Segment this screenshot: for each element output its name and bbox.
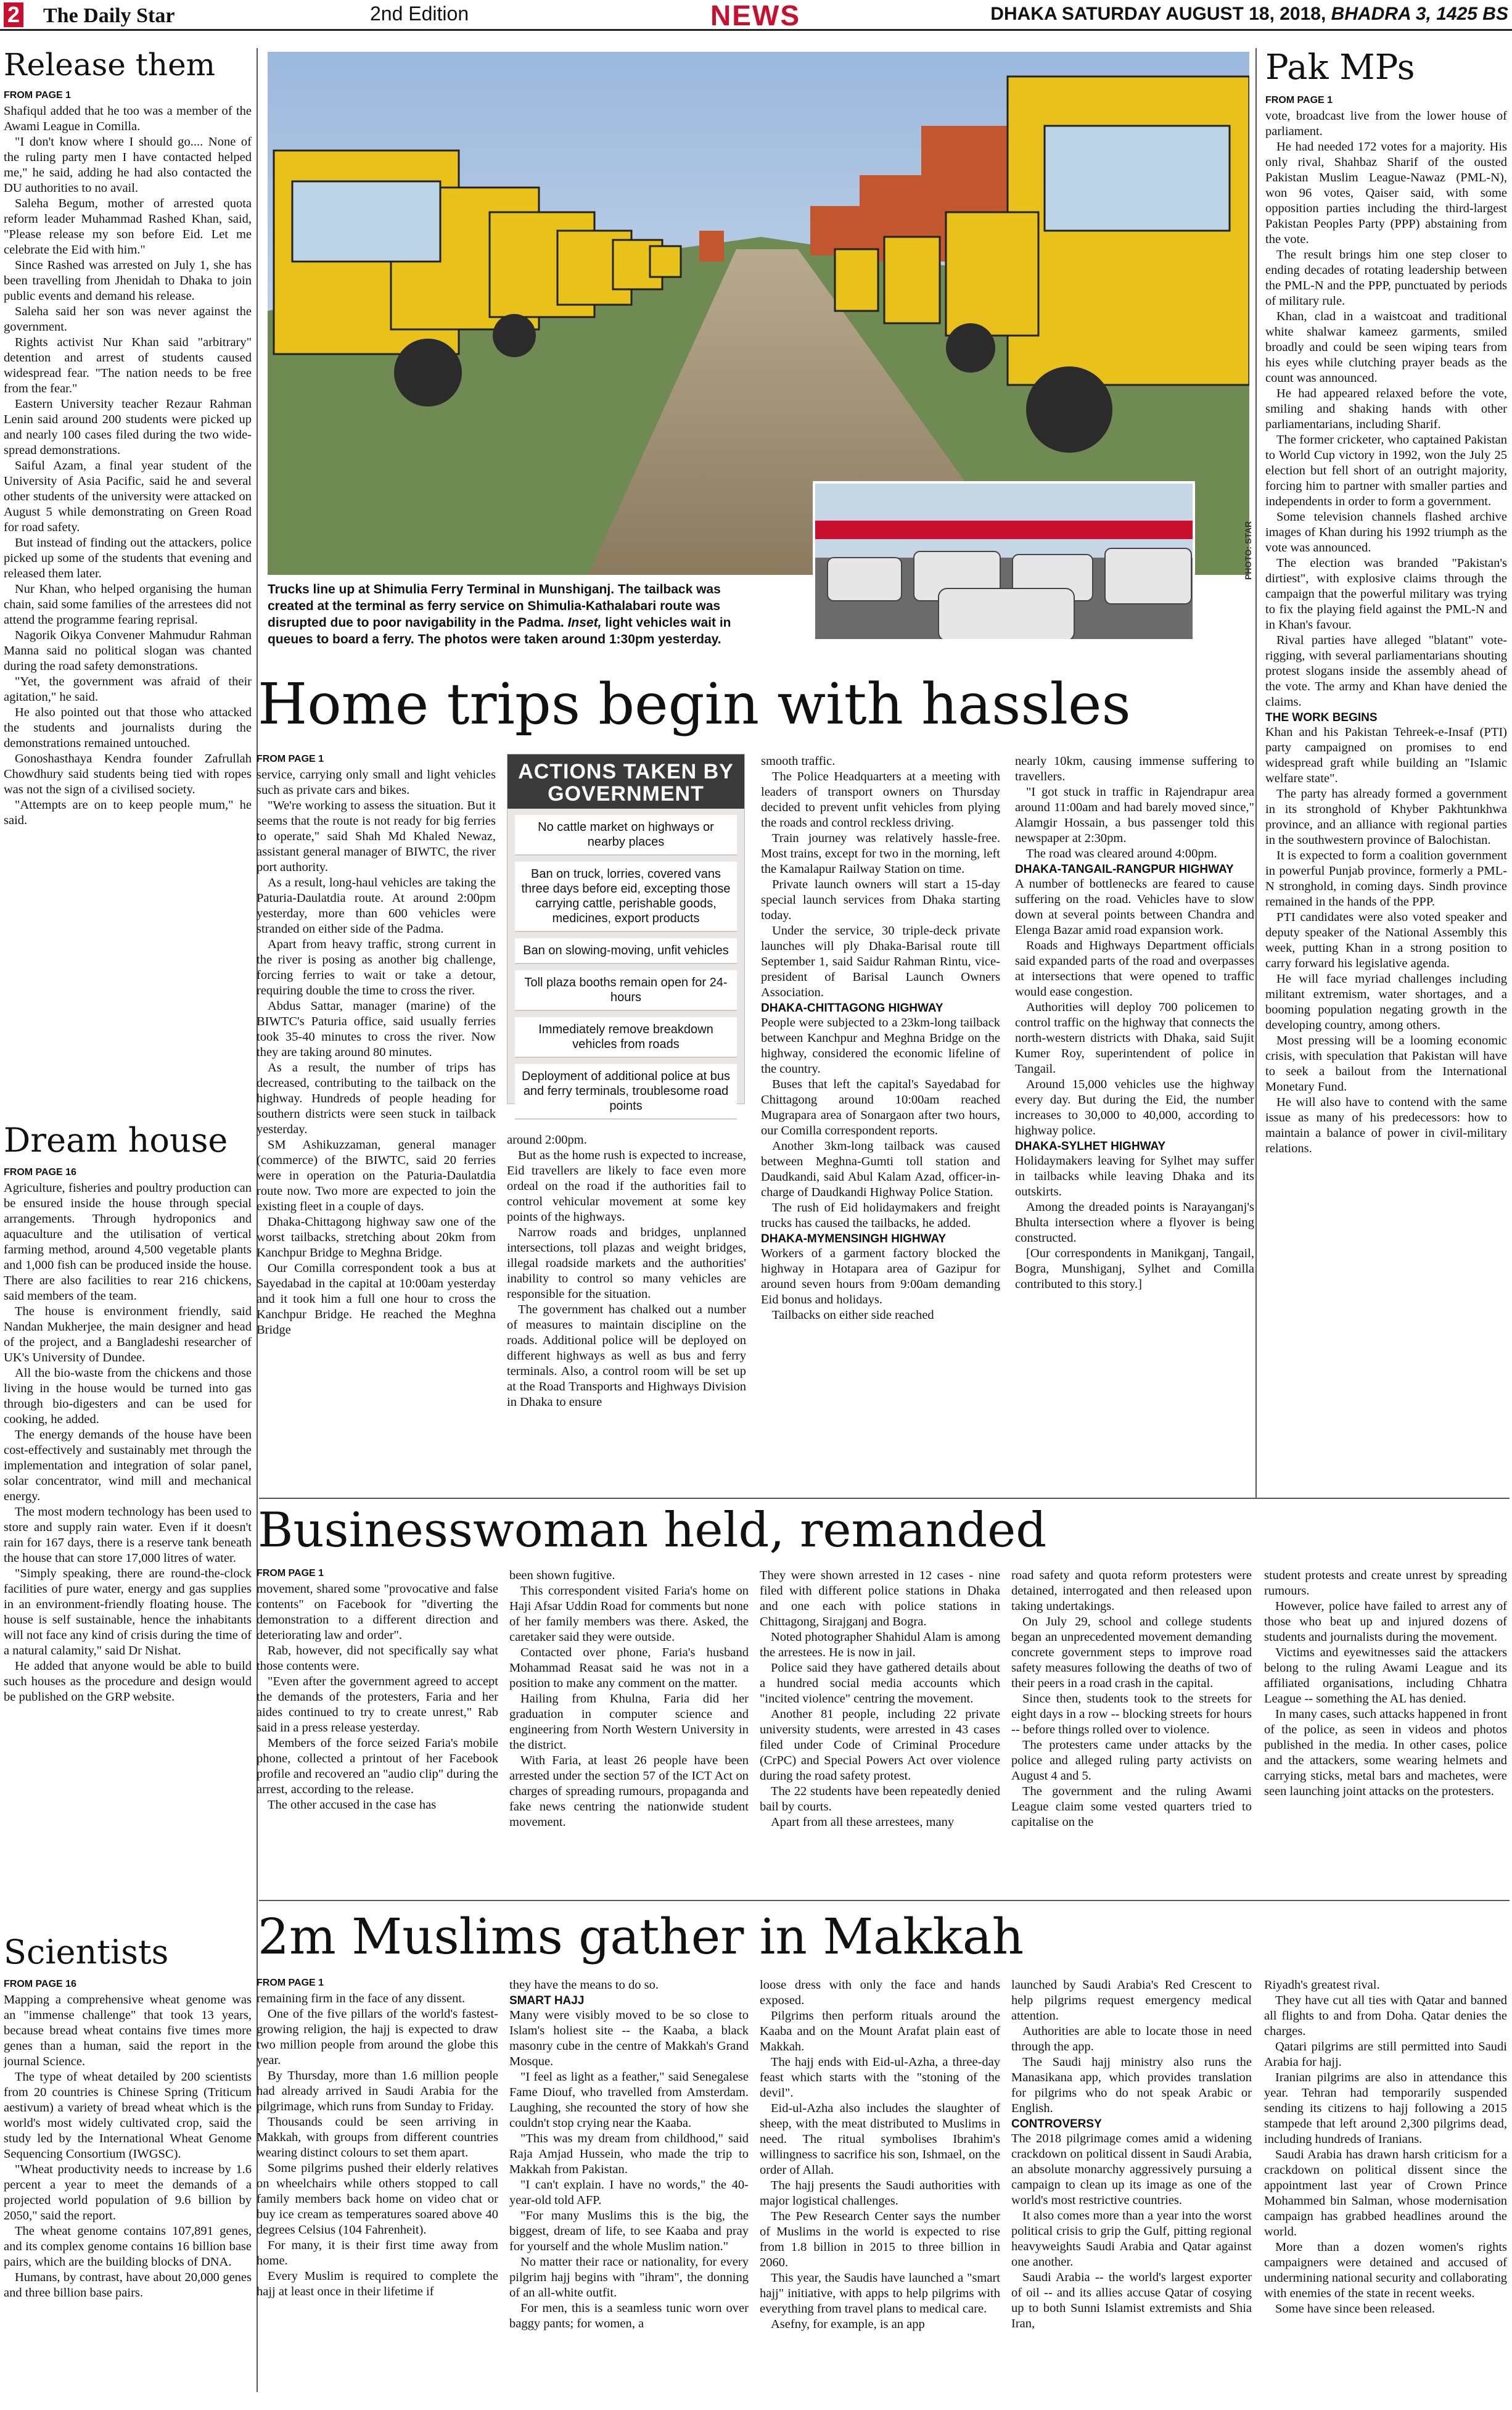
inset-light-vehicles-photo: [813, 481, 1195, 642]
photo-caption: Trucks line up at Shimulia Ferry Terminal in Munshiganj. The tailback was created at the terminal as ferry service on Shimulia-Kathalabari route was disrupted due to poor navigability in the Padma. Inset, light vehicles wait in queues to board a ferry. The photos were taken around 1:30pm yesterday.: [268, 582, 731, 646]
issue-date: DHAKA SATURDAY AUGUST 18, 2018, BHADRA 3, 1425 BS: [990, 4, 1508, 24]
govt-actions-heading: ACTIONS TAKEN BY GOVERNMENT: [507, 754, 744, 809]
release-headline: Release them: [4, 47, 216, 83]
section-rule: [259, 1900, 1510, 1901]
page-number: 2: [4, 2, 23, 27]
scientists-headline: Scientists: [4, 1933, 169, 1971]
column-rule: [1255, 48, 1257, 1498]
newspaper-logo: The Daily Star: [43, 4, 175, 27]
biz-col-3: They were shown arrested in 12 cases - nine filed with different police stations in Dhaka and one each with police stations in Chittagong, Sirajganj and Bogra. Noted photographer Shahidul Alam is among the arrestees. He is now in jail. Police said they have gathered details about a hundred social media accounts which "incited violence" centring the movement. Another 81 people, including 22 private university students, were arrested in 43 cases filed under Code of Criminal Procedure (CrPC) and Special Powers Act over violence during the road safety protest. The 22 students have been repeatedly denied bail by courts. Apart from all these arrestees, many: [760, 1569, 1000, 1829]
edition-label: 2nd Edition: [370, 2, 469, 25]
section-rule: [259, 1498, 1510, 1499]
govt-action-item: Ban on truck, lorries, covered vans three days before eid, excepting those carrying cattle, perishable goods, medicines, export products: [515, 862, 737, 932]
govt-action-item: Ban on slowing-moving, unfit vehicles: [515, 938, 737, 964]
photo-credit: PHOTO: STAR: [1243, 521, 1253, 580]
govt-action-item: No cattle market on highways or nearby places: [515, 815, 737, 856]
makkah-col-5: Riyadh's greatest rival. They have cut all ties with Qatar and banned all flights to and from Doha. Qatar denies the charges. Qatari pilgrims are still permitted into Saudi Arabia for hajj. Iranian pilgrims are also in attendance this year. Tehran had temporarily suspended sending its citizens to hajj following a 2015 stampede that left around 2,300 pilgrims dead, including hundreds of Iranians. Saudi Arabia has drawn harsh criticism for a crackdown on political dissent since the appointment last year of Crown Prince Mohammed bin Salman, whose modernisation campaign has grabbed headlines around the world. More than a dozen women's rights campaigners were detained and accused of undermining national security and collaborating with enemies of the state in recent weeks. Some have since been released.: [1264, 1978, 1507, 2316]
businesswoman-headline: Businesswoman held, remanded: [258, 1503, 1047, 1558]
release-article: FROM PAGE 1 Shafiqul added that he too was a member of the Awami League in Comilla. "I don't know where I should go.... None of the ruling party men I have contacted helped me," he said, adding he had also contacted the DU authorities to no avail. Saleha Begum, mother of arrested quota reform leader Muhammad Rashed Khan, said, "Please release my son before Eid. Let me celebrate the Eid with him." Since Rashed was arrested on July 1, she has been travelling from Jhenidah to Dhaka to join public events and demand his release. Saleha said her son was never against the government. Rights activist Nur Khan said "arbitrary" detention and arrest of students caused widespread fear. "The nation needs to be free from the fear." Eastern University teacher Rezaur Rahman Lenin said around 200 students were picked up and nearly 100 cases filed during the two wide-spread demonstrations. Saiful Azam, a final year student of the University of Asia Pacific, said he and several other students of the university were attacked on August 5 while demonstrating on Green Road for road safety. But instead of finding out the attackers, police picked up some of the students that evening and released them later. Nur Khan, who helped organising the human chain, said some families of the arrestees did not attend the programme fearing reprisal. Nagorik Oikya Convener Mahmudur Rahman Manna said no political slogan was chanted during the road safety demonstrations. "Yet, the government was afraid of their agitation," he said. He also pointed out that those who attacked the students and journalists during the demonstrations remained untouched. Gonoshasthaya Kendra founder Zafrullah Chowdhury said students being tied with ropes was not the sign of a civilised society. "Attempts are on to keep people mum," he said.: [4, 90, 252, 827]
makkah-col-3: loose dress with only the face and hands exposed. Pilgrims then perform rituals around the Kaaba and on the Mount Arafat plain east of Makkah. The hajj ends with Eid-ul-Azha, a three-day feast which starts with the "stoning of the devil". Eid-ul-Azha also includes the slaughter of sheep, with the meat distributed to Muslims in need. The ritual symbolises Ibrahim's willingness to sacrifice his son, Ishmael, on the order of Allah. The hajj presents the Saudi authorities with major logistical challenges. The Pew Research Center says the number of Muslims in the world is expected to rise from 1.8 billion in 2015 to three billion in 2060. This year, the Saudis have launched a "smart hajj" initiative, with apps to help pilgrims with everything from travel plans to medical care. Asefny, for example, is an app: [760, 1978, 1000, 2331]
home-col-1: FROM PAGE 1 service, carrying only small and light vehicles such as private cars and bikes. "We're working to assess the situation. But it seems that the route is not ready for big ferries to operate," said Shah Md Khaled Newaz, assistant general manager of BIWTC, the river port authority. As a result, long-haul vehicles are taking the Paturia-Daulatdia route. At around 2:00pm yesterday, more than 600 vehicles were stranded on either side of the Padma. Apart from heavy traffic, strong current in the river is posing as another big challenge, forcing ferries to wait or take a detour, requiring double the time to cross the river. Abdus Sattar, manager (marine) of the BIWTC's Paturia office, said usually ferries took 35-40 minutes to cross the river. Now they are taking around 80 minutes. As a result, the number of trips has decreased, contributing to the tailback on the highway. Hundreds of people heading for southern districts were seen stuck in tailback yesterday. SM Ashikuzzaman, general manager (commerce) of the BIWTC, said 20 ferries were in operation on the Paturia-Daulatdia route now. Two more are expected to join the existing fleet in a couple of days. Dhaka-Chittagong highway saw one of the worst tailbacks, stretching about 20km from Kanchpur Bridge to Meghna Bridge. Our Comilla correspondent took a bus at Sayedabad in the capital at 10:00am yesterday and it took him a full one hour to cross the Kanchpur Bridge. He reached the Meghna Bridge: [257, 754, 496, 1337]
dream-article: FROM PAGE 16 Agriculture, fisheries and poultry production can be ensured inside the house through special arrangements. Through hydroponics and aquaculture and the utilisation of vertical farming method, around 4,500 vegetable plants and 1,000 fish can be produced inside the house. There are also facilities to rear 216 chickens, said members of the team. The house is environment friendly, said Nandan Mukherjee, the main designer and head of the project, and a Bangladeshi researcher of UK's University of Dundee. All the bio-waste from the chickens and those living in the house would be turned into gas through bio-digesters and can be used for cooking, he added. The energy demands of the house have been cost-effectively and sustainably met through the implementation and integration of solar panel, solar concentrator, wind mill and mechanical energy. The most modern technology has been used to store and supply rain water. Even if it doesn't rain for 167 days, there is a reserve tank beneath the house that can store 17,000 litres of water. "Simply speaking, there are round-the-clock facilities of pure water, energy and gas supplies in an environment-friendly floating house. The house is self sustainable, hence the inhabitants will not face any kind of crisis during the time of a natural calamity," said Dr Nishat. He added that anyone would be able to build such houses as the procedure and design would be published on the GRP website.: [4, 1167, 252, 1704]
biz-col-4: road safety and quota reform protesters were detained, interrogated and then released upon taking undertakings. On July 29, school and college students began an unprecedented movement demanding concrete government steps to improve road safety measures following the deaths of two of their peers in a road crash in the capital. Since then, students took to the streets for eight days in a row -- blocking streets for hours -- before things rolled over to violence. The protesters came under attacks by the police and alleged ruling party activists on August 4 and 5. The government and the ruling Awami League claim some vested quarters tried to capitalise on the: [1011, 1569, 1252, 1829]
home-col-4: nearly 10km, causing immense suffering to travellers. "I got stuck in traffic in Rajendrapur area around 11:00am and had barely moved since," Alamgir Hossain, a bus passenger told this newspaper at 2:30pm. The road was cleared around 4:00pm. DHAKA-TANGAIL-RANGPUR HIGHWAY A number of bottlenecks are feared to cause suffering on the road. Vehicles have to slow down at several points between Chandra and Elenga Bazar amid road expansion work. Roads and Highways Department officials said expanded parts of the road and overpasses at intersections that were opened to traffic would ease congestion. Authorities will deploy 700 policemen to control traffic on the highway that connects the north-western districts with Dhaka, said Sujit Kumer Roy, superintendent of police in Tangail. Around 15,000 vehicles use the highway every day. But during the Eid, the number increases to 30,000 to 40,000, according to highway police. DHAKA-SYLHET HIGHWAY Holidaymakers leaving for Sylhet may suffer in tailbacks while leaving Dhaka and its outskirts. Among the dreaded points is Narayanganj's Bhulta intersection where a flyover is being constructed. [Our correspondents in Manikganj, Tangail, Bogra, Munshiganj, Sylhet and Comilla contributed to this story.]: [1015, 754, 1254, 1291]
govt-action-item: Deployment of additional police at bus and ferry terminals, troublesome road points: [515, 1064, 737, 1120]
pak-mps-headline: Pak MPs: [1265, 47, 1415, 88]
home-col-2: around 2:00pm. But as the home rush is expected to increase, Eid travellers are likely to face even more ordeal on the road if the authorities fail to control vehicular movement at some key points of the highways. Narrow roads and bridges, unplanned intersections, toll plazas and weight bridges, illegal roadside markets and the authorities' inability to control so many vehicles are responsible for the situation. The government has chalked out a number of measures to maintain discipline on the roads. Additional police will be deployed on different highways as well as bus and ferry terminals. Also, a control room will be set up at the Road Transports and Highways Division in Dhaka to ensure: [507, 1133, 746, 1409]
biz-col-5: student protests and create unrest by spreading rumours. However, police have failed to arrest any of those who beat up and injured dozens of students and journalists during the movement. Victims and eyewitnesses said the attackers belong to the ruling Awami League and its affiliated organisations, including Chhatra League -- something the AL has denied. In many cases, such attacks happened in front of the police, as seen in videos and photos published in the media. In other cases, police and the attackers, some wearing helmets and carrying sticks, metal bars and machetes, were seen launching joint attacks on the protesters.: [1264, 1569, 1507, 1798]
dream-headline: Dream house: [4, 1121, 228, 1160]
makkah-headline: 2m Muslims gather in Makkah: [258, 1908, 1024, 1965]
biz-col-1: FROM PAGE 1 movement, shared some "provocative and false contents" on Facebook for "diverting the demonstration to a different direction and deteriorating law and order". Rab, however, did not specifically say what those contents were. "Even after the government agreed to accept the demands of the protesters, Faria and her aides continued to try to create unrest," Rab said in a press release yesterday. Members of the force seized Faria's mobile phone, collected a printout of her Facebook profile and recovered an "audio clip" during the arrest, according to the release. The other accused in the case has: [257, 1568, 498, 1812]
makkah-col-4: launched by Saudi Arabia's Red Crescent to help pilgrims request emergency medical attention. Authorities are able to locate those in need through the app. The Saudi hajj ministry also runs the Manasikana app, which provides translation for pilgrims who do not speak Arabic or English. CONTROVERSY The 2018 pilgrimage comes amid a widening crackdown on political dissent in Saudi Arabia, an absolute monarchy aggressively pursuing a campaign to clean up its image as one of the world's most restrictive countries. It also comes more than a year into the worst political crisis to grip the Gulf, pitting regional heavyweights Saudi Arabia and Qatar against one another. Saudi Arabia -- the world's largest exporter of oil -- and its allies accuse Qatar of cosying up to both Sunni Islamist extremists and Shia Iran,: [1011, 1978, 1252, 2330]
home-trips-headline: Home trips begin with hassles: [258, 671, 1131, 737]
pak-mps-article: FROM PAGE 1 vote, broadcast live from the lower house of parliament. He had needed 172 votes for a majority. His only rival, Shahbaz Sharif of the ousted Pakistan Muslim League-Nawaz (PML-N), won 96 votes, Qaiser said, with some opposition parties including the third-largest Pakistan Peoples Party (PPP) abstaining from the vote. The result brings him one step closer to ending decades of rotating leadership between the PML-N and the PPP, punctuated by periods of military rule. Khan, clad in a waistcoat and traditional white shalwar kameez garments, smiled broadly and could be seen wiping tears from his eyes while clutching prayer beads as the count was announced. He had appeared relaxed before the vote, smiling and shaking hands with other parliamentarians, including Sharif. The former cricketer, who captained Pakistan to World Cup victory in 1992, won the July 25 election but fell short of an outright majority, forcing him to partner with smaller parties and independents in order to form a government. Some television channels flashed archive images of Khan during his 1992 triumph as the vote was announced. The election was branded "Pakistan's dirtiest", with explosive claims through the campaign that the powerful military was trying to fix the playing field against the PML-N and in Khan's favour. Rival parties have alleged "blatant" vote-rigging, with several parliamentarians shouting protest slogans inside the assembly ahead of the vote. The army and Khan have denied the claims. THE WORK BEGINS Khan and his Pakistan Tehreek-e-Insaf (PTI) party campaigned on promises to end widespread graft while building an "Islamic welfare state". The party has already formed a government in its stronghold of Khyber Pakhtunkhwa province, and an alliance with regional parties in the southwestern province of Balochistan. It is expected to form a coalition government in powerful Punjab province, formerly a PML-N stronghold, in coming days. Sindh province remained in the hands of the PPP. PTI candidates were also voted speaker and deputy speaker of the National Assembly this week, putting Khan in a strong position to carry forward his legislative agenda. He will face myriad challenges including militant extremism, water shortages, and a booming population negating growth in the developing country, among others. Most pressing will be a looming economic crisis, with speculation that Pakistan will have to seek a bailout from the International Monetary Fund. He will also have to contend with the same issue as many of his predecessors: how to maintain a balance of power in civil-military relations.: [1265, 95, 1507, 1155]
biz-col-2: been shown fugitive. This correspondent visited Faria's home on Haji Afsar Uddin Road for comments but none of her family members was there. Asked, the caretaker said they were outside. Contacted over phone, Faria's husband Mohammad Reasat said he was not in a position to make any comment on the matter. Hailing from Khulna, Faria did her graduation in computer science and engineering from North Western University in the district. With Faria, at least 26 people have been arrested under the section 57 of the ICT Act on charges of spreading rumours, propaganda and fake news centring the nationwide student movement.: [509, 1569, 749, 1829]
govt-action-item: Immediately remove breakdown vehicles from roads: [515, 1017, 737, 1058]
makkah-col-2: they have the means to do so. SMART HAJJ Many were visibly moved to be so close to Islam's holiest site -- the Kaaba, a black masonry cube in the centre of Makkah's Grand Mosque. "I feel as light as a feather," said Senegalese Fame Diouf, who travelled from Amsterdam. Laughing, she recounted the story of how she couldn't stop crying near the Kaaba. "This was my dream from childhood," said Raja Amjad Hussein, who made the trip to Makkah from Pakistan. "I can't explain. I have no words," the 40-year-old told AFP. "For many Muslims this is the big, the biggest, dream of life, to see Kaaba and pray for yourself and the whole Muslim nation." No matter their race or nationality, for every pilgrim hajj begins with "ihram", the donning of an all-white outfit. For men, this is a seamless tunic worn over baggy pants; for women, a: [509, 1978, 749, 2330]
home-col-3: smooth traffic. The Police Headquarters at a meeting with leaders of transport owners on Thursday decided to prevent unfit vehicles from plying the roads and control reckless driving. Train journey was relatively hassle-free. Most trains, except for two in the morning, left the Kamalapur Railway Station on time. Private launch owners will start a 15-day special launch services from Dhaka starting today. Under the service, 30 triple-deck private launches will ply Dhaka-Barisal route till September 1, said Saidur Rahman Rintu, vice-president of Barisal Launch Owners Association. DHAKA-CHITTAGONG HIGHWAY People were subjected to a 23km-long tailback between Kanchpur and Meghna Bridge on the highway, considered the economic lifeline of the country. Buses that left the capital's Sayedabad for Chittagong around 10:00am reached Mugrapara area of Sonargaon after two hours, our Comilla correspondent reports. Another 3km-long tailback was caused between Meghna-Gumti toll station and Daudkandi, said Abul Kalam Azad, officer-in-charge of Daudkandi Highway Police Station. The rush of Eid holidaymakers and freight trucks has caused the tailbacks, he added. DHAKA-MYMENSINGH HIGHWAY Workers of a garment factory blocked the highway in Hotapara area of Gazipur for around seven hours from 9:00am demanding Eid bonus and holidays. Tailbacks on either side reached: [761, 754, 1000, 1322]
scientists-article: FROM PAGE 16 Mapping a comprehensive wheat genome was an "immense challenge" that took 13 years, because bread wheat contains five times more genes than a human, said the report in the journal Science. The type of wheat detailed by 200 scientists from 20 countries is Chinese Spring (Triticum aestivum) a variety of bread wheat which is the world's most widely cultivated crop, said the study led by the International Wheat Genome Sequencing Consortium (IWGSC). "Wheat productivity needs to increase by 1.6 percent a year to meet the demands of a projected world population of 9.6 billion by 2050," said the report. The wheat genome contains 107,891 genes, and its complex genome contains 16 billion base pairs, which are the building blocks of DNA. Humans, by contrast, have about 20,000 genes and three billion base pairs.: [4, 1979, 252, 2300]
govt-action-item: Toll plaza booths remain open for 24-hours: [515, 970, 737, 1011]
section-title: NEWS: [710, 0, 800, 31]
masthead: [0, 0, 1512, 31]
govt-actions-box: [507, 754, 745, 1113]
makkah-col-1: FROM PAGE 1 remaining firm in the face of any dissent. One of the five pillars of the world's fastest-growing religion, the hajj is expected to draw two million people from around the globe this year. By Thursday, more than 1.6 million people had already arrived in Saudi Arabia for the pilgrimage, which runs from Sunday to Friday. Thousands could be seen arriving in Makkah, with groups from different countries wearing distinct colours to set them apart. Some pilgrims pushed their elderly relatives on wheelchairs while others stopped to call family members back home on video chat or buy ice cream as temperatures soared above 40 degrees Celsius (104 Fahrenheit). For many, it is their first time away from home. Every Muslim is required to complete the hajj at least once in their lifetime if: [257, 1978, 498, 2298]
